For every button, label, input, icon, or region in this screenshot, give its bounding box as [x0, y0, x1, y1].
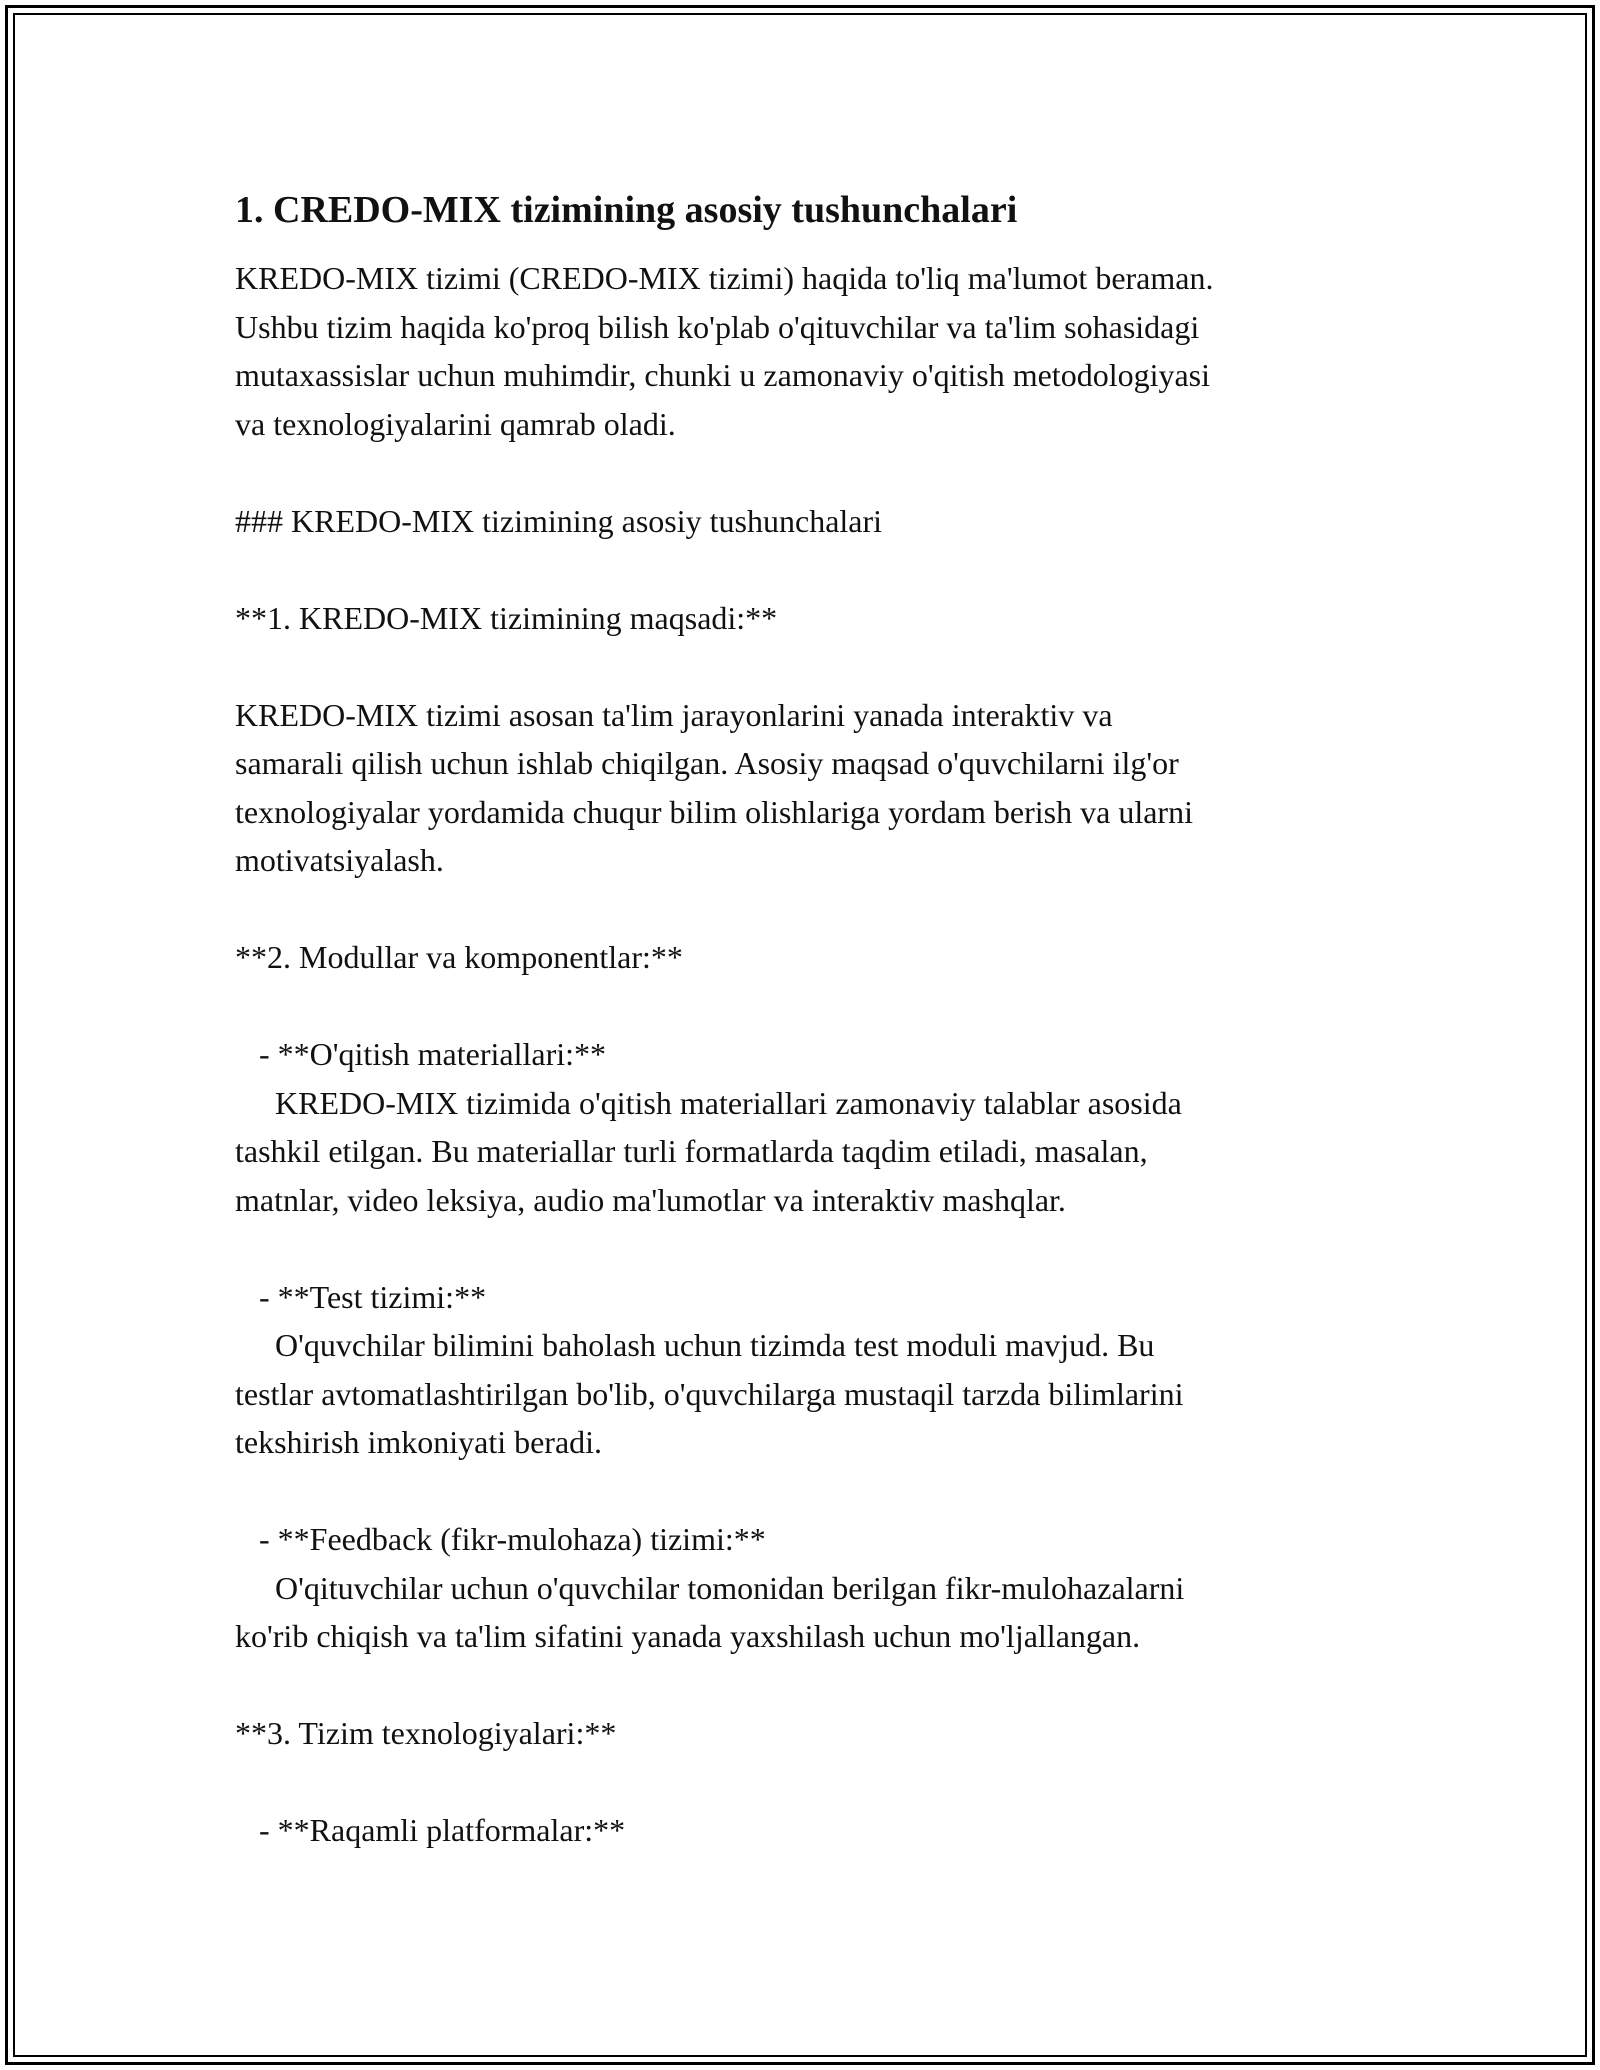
text-line: testlar avtomatlashtirilgan bo'lib, o'quvchilarga mustaqil tarzda bilimlarini [235, 1375, 1184, 1412]
text-line: tekshirish imkoniyati beradi. [235, 1424, 603, 1460]
text-line: O'qituvchilar uchun o'quvchilar tomonidan berilgan fikr-mulohazalarni [235, 1569, 1185, 1606]
text-line: ### KREDO-MIX tizimining asosiy tushunchalari [235, 502, 883, 539]
text-line: **3. Tizim texnologiyalari:** [235, 1715, 617, 1751]
text-line: matnlar, video leksiya, audio ma'lumotlar va interaktiv mashqlar. [235, 1181, 1066, 1218]
text-line: Ushbu tizim haqida ko'proq bilish ko'plab o'qituvchilar va ta'lim sohasidagi [235, 308, 1200, 345]
blank-line [235, 1224, 1375, 1273]
blank-line [235, 448, 1375, 497]
blank-line [235, 885, 1375, 934]
blank-line [235, 1661, 1375, 1710]
text-line: - **Feedback (fikr-mulohaza) tizimi:** [235, 1521, 766, 1557]
text-line: motivatsiyalash. [235, 842, 444, 878]
text-line: samarali qilish uchun ishlab chiqilgan. Asosiy maqsad o'quvchilarni ilg'or [235, 745, 1179, 781]
text-line: - **O'qitish materiallari:** [235, 1036, 607, 1072]
document-text [235, 254, 1375, 1855]
blank-line [235, 1467, 1375, 1516]
blank-line [235, 545, 1375, 594]
text-line: KREDO-MIX tizimida o'qitish materiallari zamonaviy talablar asosida [235, 1084, 1182, 1121]
text-line: - **Raqamli platformalar:** [235, 1812, 626, 1848]
document-title: 1. CREDO-MIX tizimining asosiy tushunchalari [235, 189, 1018, 231]
text-line: KREDO-MIX tizimi (CREDO-MIX tizimi) haqida to'liq ma'lumot beraman. [235, 260, 1214, 296]
blank-line [235, 642, 1375, 691]
text-line: texnologiyalar yordamida chuqur bilim olishlariga yordam berish va ularni [235, 793, 1193, 830]
text-line: KREDO-MIX tizimi asosan ta'lim jarayonlarini yanada interaktiv va [235, 696, 1113, 733]
text-line: ko'rib chiqish va ta'lim sifatini yanada yaxshilash uchun mo'ljallangan. [235, 1618, 1141, 1654]
blank-line [235, 982, 1375, 1031]
text-line: O'quvchilar bilimini baholash uchun tizimda test moduli mavjud. Bu [235, 1327, 1155, 1363]
blank-line [235, 1758, 1375, 1807]
text-line: - **Test tizimi:** [235, 1278, 487, 1315]
text-line: va texnologiyalarini qamrab oladi. [235, 405, 676, 442]
text-line: mutaxassislar uchun muhimdir, chunki u zamonaviy o'qitish metodologiyasi [235, 357, 1211, 393]
document-body [235, 186, 1375, 1855]
text-line: tashkil etilgan. Bu materiallar turli formatlarda taqdim etiladi, masalan, [235, 1133, 1148, 1169]
text-line: **2. Modullar va komponentlar:** [235, 939, 683, 975]
text-line: **1. KREDO-MIX tizimining maqsadi:** [235, 599, 778, 636]
